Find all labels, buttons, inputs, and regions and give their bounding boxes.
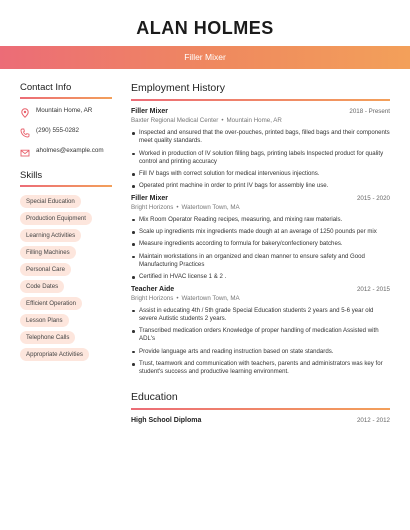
job-title: Teacher Aide	[131, 285, 175, 293]
employer-name: Baxter Regional Medical Center	[131, 117, 219, 124]
job-location: Mountain Home, AR	[226, 117, 282, 124]
phone-icon	[20, 128, 30, 138]
skill-tag: Production Equipment	[20, 212, 92, 225]
education-dates: 2012 - 2012	[356, 416, 390, 424]
location-pin-icon	[20, 108, 30, 118]
employer-name: Bright Horizons	[131, 203, 174, 211]
location-text: Mountain Home, AR	[36, 107, 93, 114]
candidate-name: ALAN HOLMES	[136, 18, 274, 38]
skill-tag: Personal Care	[20, 263, 71, 276]
skill-tag: Lesson Plans	[20, 314, 69, 327]
job-bullet: Certified in HVAC license 1 & 2 .	[131, 273, 390, 281]
skill-tag: Efficient Operation	[20, 297, 82, 310]
job-bullet: Transcribed medication orders Knowledge of proper handling of medication Assisted with ADL's	[131, 327, 390, 344]
education-section	[131, 391, 390, 424]
job-entry: Filler Mixer 2018 - Present Baxter Regional Medical Center • Mountain Home, AR Inspected and ensured that the over-pouches, printed bags, filled bags and their components meet quality standards. Worked in production of IV solution filling bags, printing labels Inspected product for quality control and printing accuracy Fill IV bags with correct solution for medical intervenious injections. Operated print machine in order to print IV bags for assembly line use.	[131, 108, 390, 190]
job-bullet: Scale up ingredients mix ingredients made dough at an average of 1250 pounds per mix	[131, 228, 390, 236]
contact-phone	[20, 127, 112, 138]
job-dates: 2012 - 2015	[356, 285, 390, 293]
employer-name: Bright Horizons	[131, 294, 174, 302]
contact-email	[20, 147, 112, 158]
job-bullet: Mix Room Operator Reading recipes, measuring, and mixing raw materials.	[131, 216, 390, 224]
email-text[interactable]: aholmes@example.com	[36, 147, 104, 154]
job-bullet: Assist in educating 4th / 5th grade Special Education students 2 years and 5-6 year old severe Autistic students 2 years.	[131, 307, 390, 324]
degree-title: High School Diploma	[131, 416, 202, 424]
job-bullet: Worked in production of IV solution filling bags, printing labels Inspected product for quality control and printing accuracy	[131, 150, 390, 167]
job-title-banner: Filler Mixer	[0, 46, 410, 69]
employment-heading: Employment History	[131, 82, 390, 101]
contact-location	[20, 107, 112, 118]
job-bullet: Provide language arts and reading instruction based on state standards.	[131, 348, 390, 356]
job-entry: Teacher Aide 2012 - 2015 Bright Horizons • Watertown Town, MA Assist in educating 4th / 5th grade Special Education students 2 years and 5-6 year old severe Autistic students 2 years. Transcribed medication orders Knowledge of proper handling of medication Assisted with ADL's Provide language arts and reading instruction based on state standards. Trust, teamwork and communication with teachers, parents and administrators was key for student's success and productive learning environment.	[131, 285, 390, 376]
job-bullet: Measure ingredients according to formula for bakery/confectionery batches.	[131, 240, 390, 248]
job-title: Filler Mixer	[131, 108, 168, 115]
job-bullets	[131, 307, 390, 377]
job-location: Watertown Town, MA	[181, 203, 240, 211]
job-bullet: Operated print machine in order to print IV bags for assembly line use.	[131, 182, 390, 190]
job-bullet: Inspected and ensured that the over-pouches, printed bags, filled bags and their components meet quality standards.	[131, 129, 390, 146]
email-icon	[20, 148, 30, 158]
education-heading: Education	[131, 391, 390, 410]
job-dates: 2018 - Present	[349, 108, 390, 115]
skill-tag: Code Dates	[20, 280, 64, 293]
job-entry: Filler Mixer 2015 - 2020 Bright Horizons • Watertown Town, MA Mix Room Operator Reading recipes, measuring, and mixing raw materials. Scale up ingredients mix ingredients made dough at an average of 1250 pounds per mix Measure ingredients according to formula for bakery/confectionery batches. Maintain workstations in an organized and clean manner to ensure safety and Good Manufacturing Practices Certified in HVAC license 1 & 2 .	[131, 194, 390, 281]
left-column	[20, 82, 112, 365]
skills-heading: Skills	[20, 170, 112, 187]
contact-heading: Contact Info	[20, 82, 112, 99]
skill-tag: Filling Machines	[20, 246, 76, 259]
phone-text: (290) 555-0282	[36, 127, 80, 134]
job-bullets	[131, 216, 390, 282]
skill-tag: Telephone Calls	[20, 331, 75, 344]
skill-tag: Learning Activities	[20, 229, 81, 242]
job-title: Filler Mixer	[131, 194, 168, 202]
skill-tag: Special Education	[20, 195, 81, 208]
skills-list	[20, 195, 112, 361]
job-bullet: Fill IV bags with correct solution for medical intervenious injections.	[131, 170, 390, 178]
right-column	[131, 82, 390, 424]
job-dates: 2015 - 2020	[356, 194, 390, 202]
skill-tag: Appropriate Activities	[20, 348, 89, 361]
job-location: Watertown Town, MA	[181, 294, 240, 302]
job-bullet: Trust, teamwork and communication with teachers, parents and administrators was key for student's success and productive learning environment.	[131, 360, 390, 377]
job-bullet: Maintain workstations in an organized and clean manner to ensure safety and Good Manufacturing Practices	[131, 253, 390, 270]
job-bullets	[131, 129, 390, 191]
